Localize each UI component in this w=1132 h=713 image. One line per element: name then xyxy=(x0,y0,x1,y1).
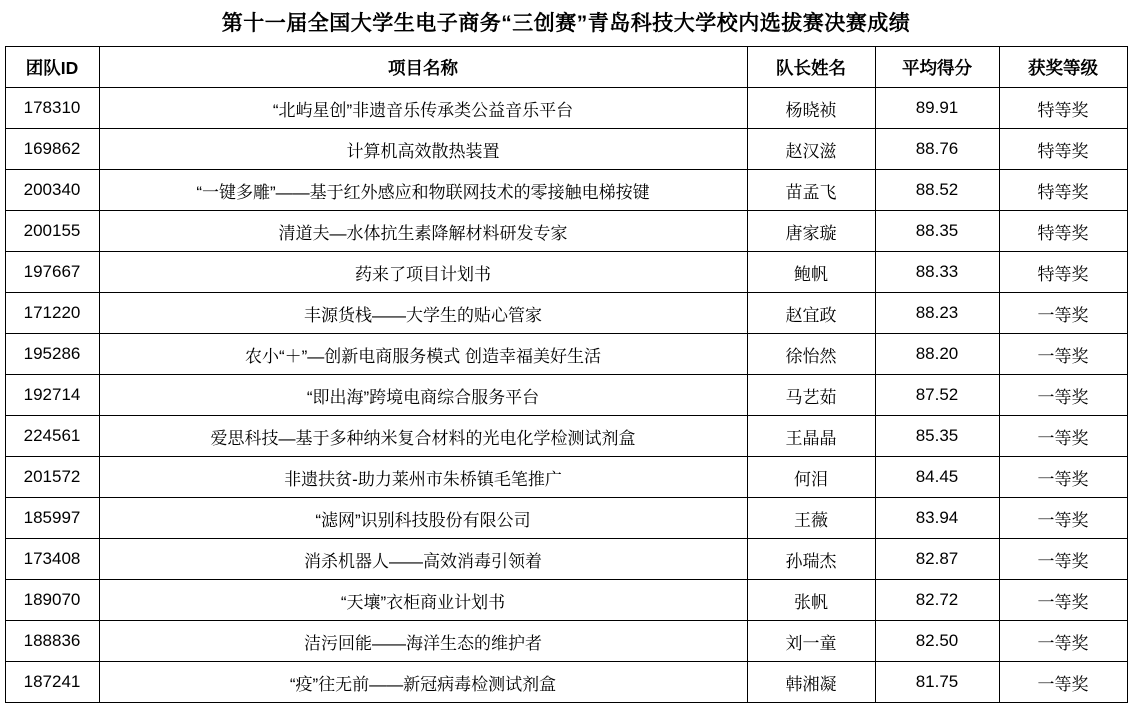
leader-name-cell: 苗孟飞 xyxy=(747,170,875,211)
project-name-cell: 农小“＋”—创新电商服务模式 创造幸福美好生活 xyxy=(99,334,747,375)
average-score-cell: 88.35 xyxy=(875,211,999,252)
table-row xyxy=(5,170,1127,211)
award-level-cell: 特等奖 xyxy=(999,211,1127,252)
leader-name-cell: 孙瑞杰 xyxy=(747,539,875,580)
award-level-cell: 特等奖 xyxy=(999,129,1127,170)
team-id-cell: 195286 xyxy=(5,334,99,375)
average-score-cell: 87.52 xyxy=(875,375,999,416)
project-name-cell: “北屿星创”非遗音乐传承类公益音乐平台 xyxy=(99,88,747,129)
average-score-cell: 88.52 xyxy=(875,170,999,211)
project-name-cell: 爱思科技—基于多种纳米复合材料的光电化学检测试剂盒 xyxy=(99,416,747,457)
leader-name-cell: 唐家璇 xyxy=(747,211,875,252)
average-score-cell: 88.33 xyxy=(875,252,999,293)
table-body xyxy=(5,88,1127,703)
team-id-cell: 171220 xyxy=(5,293,99,334)
award-level-cell: 特等奖 xyxy=(999,88,1127,129)
team-id-cell: 201572 xyxy=(5,457,99,498)
team-id-cell: 200340 xyxy=(5,170,99,211)
average-score-cell: 88.20 xyxy=(875,334,999,375)
table-row xyxy=(5,252,1127,293)
table-row xyxy=(5,498,1127,539)
table-row xyxy=(5,88,1127,129)
award-level-cell: 一等奖 xyxy=(999,293,1127,334)
column-header-leader-name: 队长姓名 xyxy=(747,47,875,88)
team-id-cell: 224561 xyxy=(5,416,99,457)
average-score-cell: 89.91 xyxy=(875,88,999,129)
award-level-cell: 一等奖 xyxy=(999,375,1127,416)
average-score-cell: 88.23 xyxy=(875,293,999,334)
award-level-cell: 一等奖 xyxy=(999,457,1127,498)
table-row xyxy=(5,539,1127,580)
award-level-cell: 一等奖 xyxy=(999,621,1127,662)
project-name-cell: 非遗扶贫-助力莱州市朱桥镇毛笔推广 xyxy=(99,457,747,498)
leader-name-cell: 徐怡然 xyxy=(747,334,875,375)
leader-name-cell: 鲍帆 xyxy=(747,252,875,293)
team-id-cell: 185997 xyxy=(5,498,99,539)
table-row xyxy=(5,621,1127,662)
column-header-project-name: 项目名称 xyxy=(99,47,747,88)
project-name-cell: 丰源货栈——大学生的贴心管家 xyxy=(99,293,747,334)
leader-name-cell: 杨晓祯 xyxy=(747,88,875,129)
award-level-cell: 一等奖 xyxy=(999,580,1127,621)
team-id-cell: 178310 xyxy=(5,88,99,129)
team-id-cell: 169862 xyxy=(5,129,99,170)
project-name-cell: “天壤”衣柜商业计划书 xyxy=(99,580,747,621)
column-header-award-level: 获奖等级 xyxy=(999,47,1127,88)
project-name-cell: “滤网”识别科技股份有限公司 xyxy=(99,498,747,539)
award-level-cell: 一等奖 xyxy=(999,498,1127,539)
page-title: 第十一届全国大学生电子商务“三创赛”青岛科技大学校内选拔赛决赛成绩 xyxy=(221,12,911,35)
award-level-cell: 特等奖 xyxy=(999,170,1127,211)
leader-name-cell: 张帆 xyxy=(747,580,875,621)
average-score-cell: 82.50 xyxy=(875,621,999,662)
award-level-cell: 一等奖 xyxy=(999,539,1127,580)
leader-name-cell: 王晶晶 xyxy=(747,416,875,457)
team-id-cell: 188836 xyxy=(5,621,99,662)
table-row xyxy=(5,662,1127,703)
project-name-cell: “疫”往无前——新冠病毒检测试剂盒 xyxy=(99,662,747,703)
award-level-cell: 一等奖 xyxy=(999,662,1127,703)
project-name-cell: 消杀机器人——高效消毒引领着 xyxy=(99,539,747,580)
project-name-cell: “一键多雕”——基于红外感应和物联网技术的零接触电梯按键 xyxy=(99,170,747,211)
leader-name-cell: 马艺茹 xyxy=(747,375,875,416)
team-id-cell: 173408 xyxy=(5,539,99,580)
average-score-cell: 82.72 xyxy=(875,580,999,621)
project-name-cell: 清道夫—水体抗生素降解材料研发专家 xyxy=(99,211,747,252)
table-row xyxy=(5,375,1127,416)
project-name-cell: 计算机高效散热装置 xyxy=(99,129,747,170)
leader-name-cell: 何泪 xyxy=(747,457,875,498)
table-row xyxy=(5,211,1127,252)
project-name-cell: “即出海”跨境电商综合服务平台 xyxy=(99,375,747,416)
table-row xyxy=(5,129,1127,170)
table-row xyxy=(5,580,1127,621)
award-level-cell: 一等奖 xyxy=(999,334,1127,375)
table-row xyxy=(5,334,1127,375)
table-header-row xyxy=(5,47,1127,88)
leader-name-cell: 韩湘凝 xyxy=(747,662,875,703)
award-level-cell: 一等奖 xyxy=(999,416,1127,457)
team-id-cell: 197667 xyxy=(5,252,99,293)
award-level-cell: 特等奖 xyxy=(999,252,1127,293)
results-table xyxy=(5,46,1128,703)
leader-name-cell: 赵汉滋 xyxy=(747,129,875,170)
table-row xyxy=(5,293,1127,334)
project-name-cell: 药来了项目计划书 xyxy=(99,252,747,293)
average-score-cell: 85.35 xyxy=(875,416,999,457)
table-row xyxy=(5,416,1127,457)
team-id-cell: 192714 xyxy=(5,375,99,416)
leader-name-cell: 刘一童 xyxy=(747,621,875,662)
average-score-cell: 83.94 xyxy=(875,498,999,539)
team-id-cell: 187241 xyxy=(5,662,99,703)
team-id-cell: 189070 xyxy=(5,580,99,621)
average-score-cell: 81.75 xyxy=(875,662,999,703)
leader-name-cell: 王薇 xyxy=(747,498,875,539)
average-score-cell: 84.45 xyxy=(875,457,999,498)
team-id-cell: 200155 xyxy=(5,211,99,252)
column-header-average-score: 平均得分 xyxy=(875,47,999,88)
project-name-cell: 洁污回能——海洋生态的维护者 xyxy=(99,621,747,662)
column-header-team-id: 团队ID xyxy=(5,47,99,88)
leader-name-cell: 赵宜政 xyxy=(747,293,875,334)
table-row xyxy=(5,457,1127,498)
average-score-cell: 82.87 xyxy=(875,539,999,580)
average-score-cell: 88.76 xyxy=(875,129,999,170)
